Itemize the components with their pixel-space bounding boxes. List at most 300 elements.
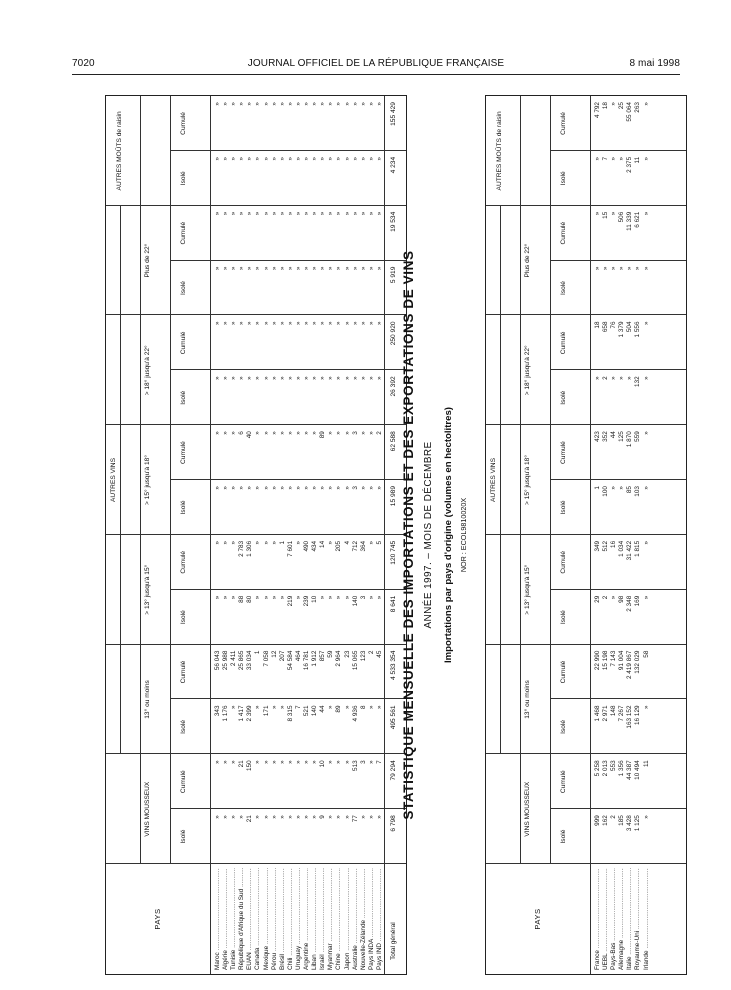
table-cell: » <box>278 266 286 271</box>
table-cell: » <box>262 486 270 490</box>
table-cell: » <box>367 321 375 326</box>
table-cell: » <box>359 431 367 435</box>
table-cell: » <box>303 486 311 490</box>
table-cell: 6 621 <box>634 211 642 228</box>
header-rule <box>590 96 591 974</box>
table-cell: » <box>375 705 383 710</box>
cumule-header: Cumulé <box>180 331 187 355</box>
table-cell: 58 <box>642 650 650 658</box>
table-cell: » <box>262 431 270 435</box>
table-cell: 364 <box>359 540 367 552</box>
table-cell: 2 783 <box>238 540 246 557</box>
table-cell: » <box>642 266 650 271</box>
degree-group-header: > 18° jusqu'à 22° <box>144 345 151 396</box>
table-cell: 2 <box>367 650 375 655</box>
table-cell: » <box>319 321 327 326</box>
table-cell: » <box>238 211 246 216</box>
table-cell: » <box>230 266 238 271</box>
country-name: France ..... <box>594 868 602 970</box>
total-cell: 4 533 354 <box>390 650 397 680</box>
country-name: Chine ..... <box>335 868 343 970</box>
table-cell: 103 <box>634 486 642 497</box>
table-cell: » <box>270 760 278 764</box>
table-cell: » <box>343 595 351 600</box>
table-cell: 162 <box>602 815 610 826</box>
table-cell: » <box>254 156 262 161</box>
table-cell: » <box>327 376 335 380</box>
table-cell: 89 <box>335 705 343 713</box>
table-cell: 1 <box>278 540 286 545</box>
table-cell: 1 <box>594 486 601 490</box>
table-cell: » <box>230 540 238 545</box>
table-cell: 2 348 <box>626 595 634 612</box>
table-cell: » <box>610 102 618 106</box>
table-cell: » <box>238 102 246 106</box>
isole-header: Isolé <box>560 390 567 405</box>
table-cell: 91 004 <box>618 650 626 671</box>
table-cell: » <box>222 211 230 216</box>
table-cell: » <box>303 266 311 271</box>
value-column <box>594 212 651 261</box>
table-cell: » <box>254 266 262 271</box>
table-cell: » <box>327 705 335 710</box>
table-cell: » <box>311 102 319 106</box>
table-cell: » <box>270 376 278 380</box>
table-cell: » <box>254 815 262 819</box>
table-cell: » <box>270 815 278 819</box>
table-cell: » <box>343 431 351 435</box>
table-cell: » <box>238 815 246 819</box>
table-cell: 1 306 <box>246 540 254 557</box>
table-cell: 999 <box>594 815 601 826</box>
table-cell: 16 <box>610 540 618 548</box>
table-cell: » <box>214 266 221 271</box>
value-column <box>214 102 384 151</box>
table-cell: » <box>270 705 278 710</box>
table-cell: » <box>327 266 335 271</box>
country-name: Brésil ..... <box>279 868 287 970</box>
table-cell: » <box>327 102 335 106</box>
vins-mousseux-header: VINS MOUSSEUX <box>524 781 531 837</box>
table-cell: » <box>222 321 230 326</box>
country-name: Australie ..... <box>352 868 360 970</box>
total-rule <box>384 96 385 974</box>
table-cell: 5 258 <box>594 760 601 777</box>
table-cell: 506 <box>618 211 626 223</box>
nor-reference: NOR : ECOL9810020X <box>459 497 468 573</box>
table-cell: » <box>246 486 254 490</box>
country-name: Allemagne ..... <box>618 868 626 970</box>
value-column <box>594 760 651 809</box>
table-cell: » <box>286 486 294 490</box>
degree-group-header: > 13° jusqu'à 15° <box>144 564 151 615</box>
table-cell: » <box>327 760 335 764</box>
page-number: 7020 <box>72 58 95 69</box>
table-cell: 31 422 <box>626 540 634 561</box>
table-cell: 55 064 <box>626 102 634 122</box>
table-cell: » <box>343 705 351 710</box>
table-cell: » <box>286 156 294 161</box>
table-cell: 521 <box>303 705 311 717</box>
table-cell: 1 912 <box>311 650 319 667</box>
table-cell: » <box>367 486 375 490</box>
table-cell: » <box>262 760 270 764</box>
table-cell: » <box>286 102 294 106</box>
table-cell: » <box>214 486 221 490</box>
table-cell: » <box>359 486 367 490</box>
value-column <box>594 651 651 700</box>
table-cell: » <box>335 211 343 216</box>
autres-mouts-header: AUTRES MOÛTS de raisin <box>496 111 503 191</box>
table-cell: 123 <box>359 650 367 662</box>
table-cell: » <box>270 595 278 600</box>
table-cell: » <box>286 760 294 764</box>
table-cell: » <box>222 486 230 490</box>
table-cell: 23 <box>343 650 351 658</box>
table-cell: » <box>327 211 335 216</box>
document-subtitle: ANNÉE 1997. – MOIS DE DÉCEMBRE <box>423 441 434 629</box>
imports-table-2 <box>485 95 687 975</box>
table-cell: » <box>642 431 650 435</box>
table-cell: » <box>311 321 319 326</box>
table-cell: » <box>254 760 262 764</box>
table-cell: » <box>359 156 367 161</box>
table-cell: » <box>278 102 286 106</box>
table-cell: » <box>238 266 246 271</box>
value-column <box>214 267 384 316</box>
degree-group-header: > 15° jusqu'à 18° <box>524 455 531 505</box>
table-cell: » <box>642 321 650 326</box>
table-cell: » <box>270 266 278 271</box>
country-name: Irlande ..... <box>643 868 651 970</box>
table-cell: 7 <box>375 760 383 764</box>
table-cell: » <box>618 266 626 271</box>
table-cell: 2 <box>610 815 618 819</box>
table-cell: 25 865 <box>238 650 246 671</box>
table-cell: » <box>335 815 343 819</box>
table-cell: » <box>319 486 327 490</box>
table-cell: 44 <box>610 431 618 439</box>
table-cell: » <box>335 760 343 764</box>
table-cell: » <box>375 486 383 490</box>
isole-header: Isolé <box>180 500 187 515</box>
table-cell: 98 <box>618 595 626 603</box>
table-cell: » <box>594 266 601 271</box>
table-cell: » <box>294 540 302 545</box>
country-name: Canada ..... <box>254 868 262 970</box>
table-cell: » <box>642 102 650 106</box>
degree-group-header: > 15° jusqu'à 18° <box>144 455 151 505</box>
pays-header: PAYS <box>533 908 542 930</box>
table-cell: » <box>642 815 650 819</box>
column-rule <box>486 205 686 206</box>
table-cell: 12 <box>270 650 278 658</box>
table-cell: » <box>270 431 278 435</box>
table-cell: » <box>222 815 230 819</box>
table-cell: » <box>214 211 221 216</box>
isole-header: Isolé <box>560 610 567 625</box>
value-column <box>594 376 651 425</box>
country-name: Uruguay ..... <box>295 868 303 970</box>
table-cell: » <box>642 156 650 161</box>
country-name: Royaume-Uni ..... <box>634 868 642 970</box>
table-cell: » <box>214 431 221 435</box>
table-cell: 2 399 <box>246 705 254 722</box>
table-cell: » <box>343 156 351 161</box>
table-cell: » <box>335 486 343 490</box>
country-name: Algérie ..... <box>222 868 230 970</box>
table-cell: » <box>270 102 278 106</box>
total-cell: 8 641 <box>390 595 397 613</box>
cumule-header: Cumulé <box>180 770 187 794</box>
isole-header: Isolé <box>180 281 187 295</box>
table-cell: » <box>343 815 351 819</box>
table-cell: 132 029 <box>634 650 642 674</box>
table-cell: 1 125 <box>634 815 642 832</box>
table-cell: 21 <box>246 815 254 823</box>
value-column <box>594 157 651 206</box>
table-cell: » <box>375 266 383 271</box>
table-cell: 59 <box>327 650 335 658</box>
table-cell: » <box>335 156 343 161</box>
table-cell: » <box>594 156 601 161</box>
table-cell: 712 <box>351 540 359 552</box>
table-cell: » <box>367 431 375 435</box>
degree-group-header: Plus de 22° <box>524 243 531 278</box>
header-rule <box>170 96 171 864</box>
table-cell: » <box>294 486 302 490</box>
column-rule <box>486 534 686 535</box>
table-cell: 4 <box>343 540 351 545</box>
table-cell: 100 <box>602 486 610 497</box>
table-cell: » <box>278 486 286 490</box>
table-cell: 44 387 <box>626 760 634 780</box>
value-column <box>594 486 651 535</box>
table-cell: » <box>375 595 383 600</box>
country-name: Japon ..... <box>344 868 352 970</box>
table-cell: » <box>327 321 335 326</box>
table-cell: 7 <box>602 156 610 161</box>
table-cell: » <box>286 431 294 435</box>
table-cell: » <box>222 156 230 161</box>
table-cell: » <box>311 376 319 380</box>
value-column <box>214 596 384 645</box>
table-cell: » <box>294 815 302 819</box>
table-cell: » <box>262 595 270 600</box>
table-cell: 2 411 <box>230 650 238 667</box>
table-cell: » <box>238 376 246 380</box>
table-cell: » <box>303 760 311 764</box>
table-cell: » <box>254 102 262 106</box>
table-cell: » <box>602 266 610 271</box>
table-cell: » <box>262 815 270 819</box>
table-cell: » <box>311 431 319 435</box>
table-cell: 4 792 <box>594 102 601 119</box>
table-cell: 1 468 <box>594 705 601 722</box>
column-rule <box>486 863 686 864</box>
isole-header: Isolé <box>180 829 187 844</box>
table-cell: » <box>375 211 383 216</box>
header-rule <box>520 96 521 864</box>
table-cell: » <box>303 102 311 106</box>
table-cell: » <box>626 376 634 380</box>
table-cell: » <box>294 102 302 106</box>
table-cell: 352 <box>602 431 610 442</box>
header-rule <box>500 206 501 755</box>
table-cell: » <box>278 595 286 600</box>
table-cell: 44 <box>319 705 327 713</box>
table-cell: » <box>214 815 221 819</box>
table-cell: 5 <box>375 540 383 545</box>
value-column <box>594 267 651 316</box>
table-cell: » <box>319 211 327 216</box>
table-cell: » <box>618 376 626 380</box>
issue-date: 8 mai 1998 <box>629 58 680 69</box>
table-cell: » <box>262 211 270 216</box>
table-cell: » <box>610 211 618 216</box>
total-cell: 15 989 <box>390 486 397 507</box>
table-cell: » <box>343 102 351 106</box>
rotated-content <box>105 95 685 975</box>
table-cell: 1 870 <box>626 431 634 448</box>
table-cell: » <box>303 431 311 435</box>
table-cell: » <box>238 486 246 490</box>
isole-header: Isolé <box>180 171 187 186</box>
country-name: Argentine ..... <box>303 868 311 970</box>
table-cell: » <box>351 156 359 161</box>
table-cell: » <box>246 156 254 161</box>
isole-header: Isolé <box>560 829 567 844</box>
table-cell: » <box>214 321 221 326</box>
table-cell: 11 <box>642 760 650 767</box>
degree-group-header: Plus de 22° <box>144 243 151 278</box>
autres-mouts-header: AUTRES MOÛTS de raisin <box>116 111 123 191</box>
cumule-header: Cumulé <box>180 550 187 574</box>
table-cell: » <box>367 156 375 161</box>
table-cell: » <box>367 595 375 600</box>
table-cell: 1 <box>254 650 262 655</box>
value-column <box>594 431 651 480</box>
table-cell: » <box>610 156 618 161</box>
table-cell: » <box>222 760 230 764</box>
value-column <box>594 596 651 645</box>
table-cell: 3 <box>351 486 359 490</box>
cumule-header: Cumulé <box>180 112 187 135</box>
table-cell: » <box>319 102 327 106</box>
table-cell: 15 065 <box>351 650 359 671</box>
table-cell: » <box>286 211 294 216</box>
table-cell: » <box>359 266 367 271</box>
total-cell: 6 798 <box>390 815 397 832</box>
cumule-header: Cumulé <box>180 660 187 684</box>
table-cell: » <box>294 376 302 380</box>
degree-group-header: > 13° jusqu'à 15° <box>524 564 531 615</box>
value-column <box>214 651 384 700</box>
table-cell: » <box>270 321 278 326</box>
table-cell: » <box>610 486 618 490</box>
country-name: Pays-Bas ..... <box>610 868 618 970</box>
cumule-header: Cumulé <box>560 331 567 355</box>
section-title: Importations par pays d'origine (volumes en hectolitres) <box>443 406 454 664</box>
table-cell: » <box>343 321 351 326</box>
table-cell: » <box>294 266 302 271</box>
table-cell: 125 <box>618 431 626 442</box>
table-cell: 77 <box>351 815 359 823</box>
table-cell: 150 <box>246 760 254 771</box>
table-cell: » <box>262 321 270 326</box>
table-cell: 263 <box>634 102 642 113</box>
table-cell: 7 601 <box>286 540 294 557</box>
value-column <box>214 541 384 590</box>
table-cell: 18 <box>594 321 601 329</box>
table-cell: » <box>214 760 221 764</box>
table-cell: » <box>246 266 254 271</box>
table-cell: 10 <box>311 595 319 603</box>
table-cell: » <box>230 760 238 764</box>
table-cell: » <box>222 431 230 435</box>
table-cell: » <box>214 376 221 380</box>
table-cell: » <box>610 376 618 380</box>
value-column <box>214 486 384 535</box>
table-cell: 21 <box>238 760 246 768</box>
table-cell: » <box>262 156 270 161</box>
imports-table-1 <box>105 95 407 975</box>
cumule-header: Cumulé <box>180 221 187 245</box>
table-cell: 7 058 <box>262 650 270 667</box>
column-rule <box>486 424 686 425</box>
table-cell: » <box>270 156 278 161</box>
table-cell: 76 <box>610 321 618 329</box>
table-cell: » <box>367 102 375 106</box>
table-cell: » <box>294 760 302 764</box>
table-cell: 11 <box>634 156 642 164</box>
value-column <box>214 376 384 425</box>
country-name: Chili ..... <box>287 868 295 970</box>
table-cell: 45 <box>375 650 383 658</box>
table-cell: » <box>278 815 286 819</box>
table-cell: 3 <box>359 760 367 764</box>
table-cell: » <box>367 705 375 710</box>
table-cell: » <box>367 540 375 545</box>
total-cell: 120 745 <box>390 540 397 565</box>
table-cell: » <box>262 102 270 106</box>
table-cell: » <box>594 211 601 216</box>
table-cell: » <box>262 376 270 380</box>
table-cell: 11 339 <box>626 211 634 231</box>
cumule-header: Cumulé <box>560 221 567 245</box>
table-cell: 7 143 <box>610 650 618 667</box>
table-cell: » <box>254 431 262 435</box>
total-cell: 62 588 <box>390 431 397 452</box>
table-cell: » <box>375 321 383 326</box>
value-column <box>594 815 651 864</box>
value-column <box>214 321 384 370</box>
isole-header: Isolé <box>180 610 187 625</box>
isole-header: Isolé <box>560 719 567 734</box>
country-name: Pérou ..... <box>271 868 279 970</box>
table-cell: » <box>319 376 327 380</box>
column-rule <box>486 314 686 315</box>
table-cell: » <box>278 760 286 764</box>
header-rule <box>210 96 211 974</box>
cumule-header: Cumulé <box>560 112 567 135</box>
table-cell: » <box>278 431 286 435</box>
table-cell: » <box>359 815 367 819</box>
table-cell: » <box>359 321 367 326</box>
table-cell: 207 <box>278 650 286 662</box>
table-cell: 29 <box>594 595 601 603</box>
table-cell: » <box>343 760 351 764</box>
